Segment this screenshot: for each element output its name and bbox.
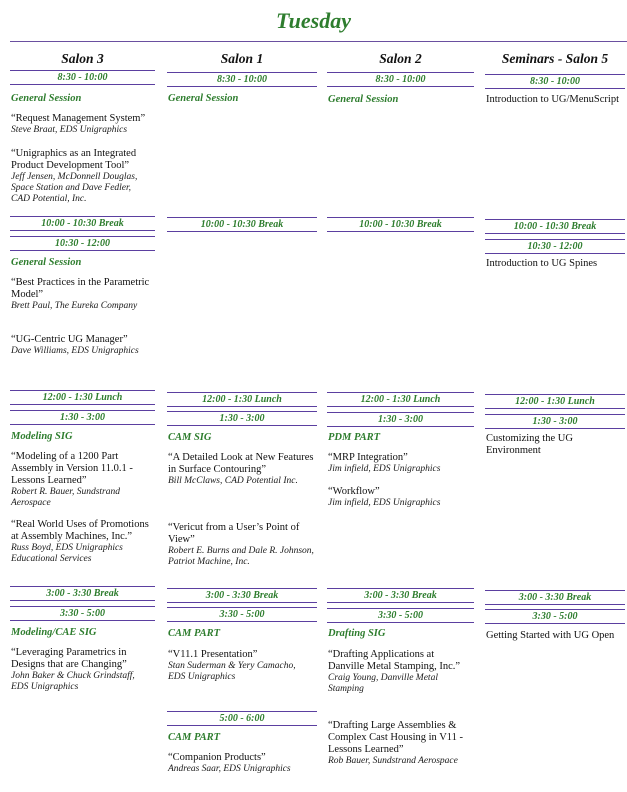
time-slot: 3:00 - 3:30 Break [10,586,155,601]
session-speaker: Russ Boyd, EDS Unigraphics Educational Services [11,543,123,564]
session-entry [11,148,152,205]
time-slot: 12:00 - 1:30 Lunch [327,392,474,407]
time-slot: 8:30 - 10:00 [327,72,474,87]
session-title: “V11.1 Presentation” [168,649,258,660]
time-slot: 10:30 - 12:00 [10,236,155,251]
session-title: Introduction to UG/MenuScript [486,94,619,105]
session-title: “Real World Uses of Promotions at Assembly Machines, Inc.” [11,519,149,542]
session-entry [11,277,152,312]
time-slot: 3:30 - 5:00 [485,609,625,624]
section-heading: CAM PART [168,628,221,639]
session-title: “Best Practices in the Parametric Model” [11,277,150,300]
column-header: Seminars - Salon 5 [501,51,609,66]
session-entry [11,519,152,565]
section-heading: PDM PART [328,432,381,443]
session-speaker: Craig Young, Danville Metal Stamping [328,673,438,694]
session-title: “Drafting Large Assemblies & Complex Cast Housing in V11 - Lessons Learned” [328,720,464,755]
section-heading: General Session [11,257,82,268]
time-slot: 12:00 - 1:30 Lunch [167,392,317,407]
session-entry [486,94,622,106]
session-entry [11,113,152,136]
time-slot: 12:00 - 1:30 Lunch [485,394,625,409]
session-title: “Request Management System” [11,113,146,124]
session-speaker: Robert E. Burns and Dale R. Johnson, Patriot Machine, Inc. [168,546,314,567]
session-title: “Drafting Applications at Danville Metal Stamping, Inc.” [328,649,461,672]
session-speaker: Steve Braat, EDS Unigraphics [11,125,128,135]
time-slot: 1:30 - 3:00 [485,414,625,429]
time-slot: 3:00 - 3:30 Break [485,590,625,605]
time-slot: 3:30 - 5:00 [10,606,155,621]
session-speaker: Andreas Saar, EDS Unigraphics [168,764,291,774]
session-title: Introduction to UG Spines [486,258,598,269]
session-entry [168,752,314,775]
session-title: “Workflow” [328,486,380,497]
time-slot: 10:00 - 10:30 Break [167,217,317,232]
session-speaker: John Baker & Chuck Grindstaff, EDS Unigraphics [11,671,135,692]
session-entry [328,486,471,509]
time-slot: 12:00 - 1:30 Lunch [10,390,155,405]
time-slot: 3:00 - 3:30 Break [167,588,317,603]
time-slot: 3:30 - 5:00 [327,608,474,623]
title-rule [10,41,627,42]
session-entry [328,649,471,695]
session-speaker: Jim infield, EDS Unigraphics [328,498,441,508]
session-entry [486,258,622,270]
session-title: “Leveraging Parametrics in Designs that are Changing” [11,647,127,670]
session-entry [11,647,152,693]
session-entry [168,649,314,683]
section-heading: Modeling SIG [11,431,73,442]
section-heading: General Session [11,93,82,104]
session-title: “Modeling of a 1200 Part Assembly in Version 11.0.1 - Lessons Learned” [11,451,133,486]
session-speaker: Stan Suderman & Yery Camacho, EDS Unigraphics [168,661,296,682]
time-slot: 1:30 - 3:00 [327,412,474,427]
session-entry [11,334,152,357]
time-slot: 1:30 - 3:00 [167,411,317,426]
time-slot: 3:30 - 5:00 [167,607,317,622]
column-header: Salon 1 [220,51,264,66]
time-slot: 5:00 - 6:00 [167,711,317,726]
session-entry [168,522,314,568]
section-heading: General Session [328,94,399,105]
section-heading: General Session [168,93,239,104]
session-entry [11,451,152,509]
column-header: Salon 2 [379,51,422,66]
session-speaker: Rob Bauer, Sundstrand Aerospace [328,756,458,766]
time-slot: 1:30 - 3:00 [10,410,155,425]
session-speaker: Brett Paul, The Eureka Company [11,301,138,311]
session-title: “UG-Centric UG Manager” [11,334,128,345]
time-slot: 8:30 - 10:00 [167,72,317,87]
time-slot: 10:00 - 10:30 Break [10,216,155,231]
session-title: “MRP Integration” [328,452,408,463]
session-title: Getting Started with UG Open [486,630,615,641]
session-entry [168,452,314,487]
column-header: Salon 3 [61,51,104,66]
session-title: “Vericut from a User’s Point of View” [168,522,300,545]
session-title: “Companion Products” [168,752,266,763]
session-speaker: Dave Williams, EDS Unigraphics [11,346,139,356]
session-speaker: Bill McClaws, CAD Potential Inc. [168,476,298,486]
session-title: “A Detailed Look at New Features in Surface Contouring” [168,452,314,475]
time-slot: 8:30 - 10:00 [10,70,155,85]
session-title: “Unigraphics as an Integrated Product Development Tool” [11,148,137,171]
section-heading: CAM PART [168,732,221,743]
section-heading: CAM SIG [168,432,212,443]
session-entry [486,630,622,642]
time-slot: 3:00 - 3:30 Break [327,588,474,603]
session-entry [486,433,622,457]
time-slot: 8:30 - 10:00 [485,74,625,89]
section-heading: Drafting SIG [328,628,386,639]
page-title: Tuesday [276,8,351,33]
session-title: Customizing the UG Environment [486,433,573,456]
session-entry [328,720,471,767]
section-heading: Modeling/CAE SIG [11,627,97,638]
session-speaker: Robert R. Bauer, Sundstrand Aerospace [11,487,120,508]
session-speaker: Jim infield, EDS Unigraphics [328,464,441,474]
session-speaker: Jeff Jensen, McDonnell Douglas, Space Station and Dave Fedler, CAD Potential, Inc. [11,172,138,204]
time-slot: 10:30 - 12:00 [485,239,625,254]
time-slot: 10:00 - 10:30 Break [327,217,474,232]
time-slot: 10:00 - 10:30 Break [485,219,625,234]
session-entry [328,452,471,475]
